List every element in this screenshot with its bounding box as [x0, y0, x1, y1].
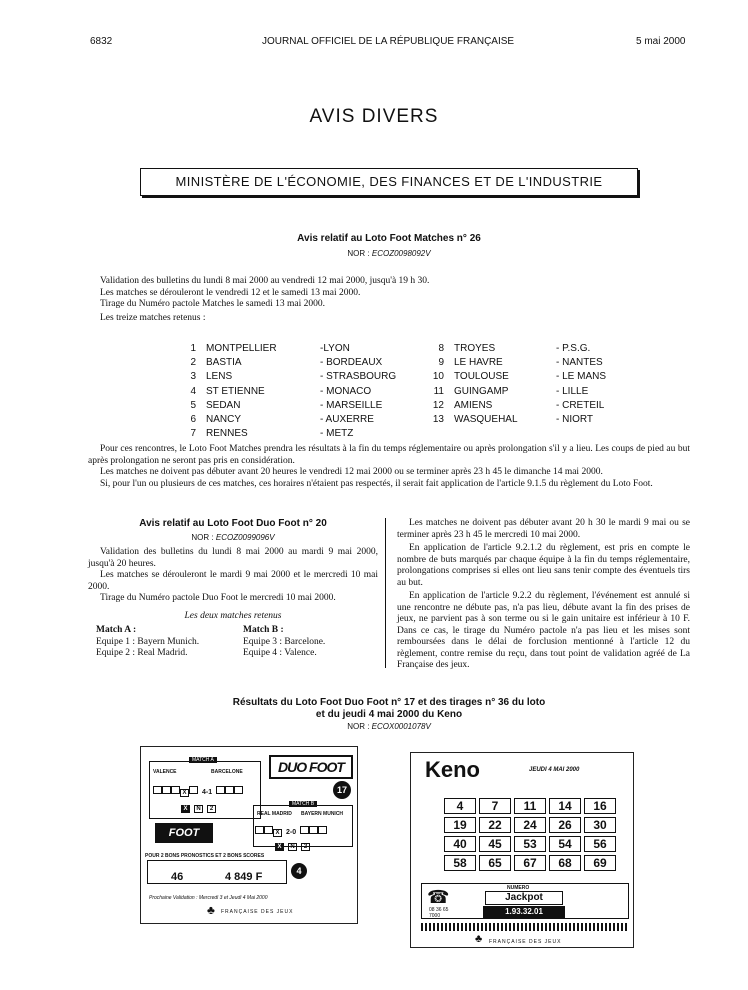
match-row: [182, 343, 616, 355]
resultats-nor-label: NOR :: [347, 722, 370, 731]
avis1-heading: Avis relatif au Loto Foot Matches n° 26: [297, 233, 481, 244]
match-row: [182, 386, 616, 398]
match-home: RENNES: [206, 428, 248, 440]
score-a: 4-1: [202, 789, 213, 796]
team-a1: VALENCE: [153, 769, 177, 775]
ministry-banner: MINISTÈRE DE L'ÉCONOMIE, DES FINANCES ET DE L'INDUSTRIE: [140, 168, 638, 196]
gain-box: [147, 860, 287, 884]
avis2-retenus: Les deux matches retenus: [184, 611, 282, 621]
keno-number: 16: [584, 798, 616, 814]
avis1-para1: Pour ces rencontres, le Loto Foot Matches prendra les résultats à la fin du temps réglementaire ou après prolongation s'il y a lieu. Les coups de pied au but après prolongation ne seront pas pris en considération.: [88, 444, 690, 466]
match-row: [182, 414, 616, 426]
team-b2: BAYERN MUNICH: [301, 811, 344, 817]
round-number-badge: 17: [333, 781, 351, 799]
match-away: - P.S.G.: [556, 343, 591, 354]
match-away: - NANTES: [556, 357, 603, 369]
resultats-heading-1: Résultats du Loto Foot Duo Foot n° 17 et des tirages n° 36 du loto: [232, 697, 546, 708]
keno-number: 65: [479, 855, 511, 871]
match-b-grid: X 2-0: [255, 821, 327, 839]
foot-logo: FOOT: [155, 823, 213, 843]
avis1-deroulement: Les matches se dérouleront le vendredi 12 et le samedi 13 mai 2000.: [100, 287, 361, 298]
avis1-para3: Si, pour l'un ou plusieurs de ces matches, ces horaires n'étaient pas respectés, il serait fait application de l'article 9.1.5 du règlement du Loto Foot.: [100, 478, 653, 489]
match-away: - METZ: [320, 428, 354, 440]
match-home: TROYES: [454, 343, 496, 354]
match-n: 8: [438, 343, 444, 354]
avis2-nor-label: NOR :: [191, 533, 214, 542]
match-empty-cell: [556, 428, 616, 440]
keno-number: 30: [584, 817, 616, 833]
keno-number: 19: [444, 817, 476, 833]
match-away: - NIORT: [556, 414, 594, 426]
pactole-badge: 4: [291, 863, 307, 879]
clover-icon: ♣: [207, 903, 215, 917]
avis2-left-text: [88, 547, 378, 605]
keno-number: 68: [549, 855, 581, 871]
keno-number: 4: [444, 798, 476, 814]
avis2-nor: [88, 533, 378, 542]
keno-row: [444, 855, 616, 871]
match-a-label: Match A :: [96, 625, 137, 635]
duo-brand: FRANÇAISE DES JEUX: [221, 909, 294, 915]
avis1-nor-code: ECOZ0098092V: [371, 249, 431, 258]
match-home: TOULOUSE: [454, 371, 509, 383]
match-n: 10: [432, 371, 444, 383]
next-validation: Prochaine Validation : Mercredi 3 et Jeudi 4 Mai 2000: [149, 895, 268, 901]
match-empty-cell: [454, 428, 554, 440]
resultats-heading-2: et du jeudi 4 mai 2000 du Keno: [315, 709, 463, 720]
equipe3: Equipe 3 : Barcelone.: [243, 636, 326, 647]
avis2-right1: Les matches ne doivent pas débuter avant 20 h 30 le mardi 9 mai ou se terminer après 23 h 45 le mercredi 10 mai 2000.: [397, 518, 690, 540]
match-away: - AUXERRE: [320, 414, 374, 426]
column-divider: [385, 518, 386, 668]
match-home: GUINGAMP: [454, 385, 509, 397]
match-n: 4: [190, 385, 196, 397]
match-home: MONTPELLIER: [206, 343, 277, 354]
keno-number: 58: [444, 855, 476, 871]
avis1-nor-label: NOR :: [347, 249, 370, 258]
match-away: - LILLE: [556, 385, 589, 397]
match-home: SEDAN: [206, 399, 241, 411]
keno-number: 11: [514, 798, 546, 814]
resultats-nor: [140, 722, 638, 731]
keno-row: [444, 798, 616, 814]
keno-date: JEUDI 4 MAI 2000: [529, 767, 580, 773]
winners-count: 46: [171, 871, 184, 883]
keno-number-grid: [441, 795, 619, 874]
avis2-validation: Validation des bulletins du lundi 8 mai 2000 au mardi 9 mai 2000, jusqu'à 20 heures.: [88, 547, 378, 569]
score-b: 2-0: [286, 829, 297, 836]
match-n: 13: [432, 414, 444, 426]
avis2-right3: En application de l'article 9.2.2 du règlement, l'événement est annulé si une rencontre ne débute pas, n'a pas lieu, débute avant la fin des prises de jeux, ne parvient pas à son terme ou si le gain unitaire est inférieur à 10 F. Dans ce cas, le tirage du Numéro pactole n'a pas lieu et les mises sont remboursées dans le délai de forclusion mentionné à l'article 12 du règlement, contre remise du reçu, dans tout point de validation agréé de La Française des jeux.: [397, 591, 690, 670]
avis2-right2: En application de l'article 9.2.1.2 du règlement, est pris en compte le nombre de buts marqués par chaque équipe à la fin du temps réglementaire, prolongations comprises si elles ont lieu sans tenir compte des éventuels tirs au but.: [397, 543, 690, 588]
match-away: - CRETEIL: [556, 399, 605, 411]
match-away: - STRASBOURG: [320, 371, 397, 383]
keno-row: [444, 836, 616, 852]
keno-barcode-strip: [421, 923, 629, 931]
phone-icon: ☎: [427, 887, 450, 907]
jackpot-logo: Jackpot: [485, 891, 563, 905]
equipe1: Equipe 1 : Bayern Munich.: [96, 636, 200, 647]
match-n: 12: [432, 399, 444, 411]
match-a-tag: MATCH A: [189, 757, 217, 763]
keno-brand: FRANÇAISE DES JEUX: [489, 939, 562, 945]
match-home: LE HAVRE: [454, 357, 503, 369]
avis1-intro-block: [100, 276, 690, 324]
avis2-right-text: [397, 518, 690, 672]
match-a-grid: X 4-1: [153, 781, 243, 799]
matches-table: [180, 341, 618, 442]
keno-number: 14: [549, 798, 581, 814]
match-n: 9: [438, 357, 444, 369]
keno-number: 45: [479, 836, 511, 852]
avis1-intro: Les treize matches retenus :: [100, 312, 206, 323]
keno-number: 7: [479, 798, 511, 814]
team-a2: BARCELONE: [211, 769, 243, 775]
match-away: -LYON: [320, 343, 350, 354]
match-home: NANCY: [206, 414, 242, 426]
match-n: 11: [433, 385, 444, 397]
match-n: 6: [190, 414, 196, 426]
match-away: - MARSEILLE: [320, 399, 383, 411]
match-n: 1: [190, 343, 196, 354]
avis1-para2: Les matches ne doivent pas débuter avant 20 heures le vendredi 12 mai 2000 ou se terminer après 23 h 45 le dimanche 14 mai 2000.: [100, 467, 603, 477]
match-n: 2: [190, 357, 196, 369]
gain-amount: 4 849 F: [225, 871, 263, 883]
duo-foot-ticket: [140, 746, 358, 924]
match-away: - BORDEAUX: [320, 357, 383, 369]
avis2-deroulement: Les matches se dérouleront le mardi 9 mai 2000 et le mercredi 10 mai 2000.: [88, 570, 378, 592]
keno-number: 22: [479, 817, 511, 833]
match-away: - MONACO: [320, 385, 372, 397]
equipe4: Equipe 4 : Valence.: [243, 648, 317, 658]
match-b-result-boxes: X N 2: [275, 835, 310, 853]
team-b1: REAL MADRID: [257, 811, 292, 817]
keno-number: 54: [549, 836, 581, 852]
keno-clover-icon: ♣: [475, 933, 483, 945]
keno-number: 40: [444, 836, 476, 852]
match-n: 3: [190, 371, 196, 383]
match-a-result-boxes: X N 2: [181, 797, 216, 815]
page-number: 6832: [90, 36, 113, 47]
avis2-nor-code: ECOZ0099096V: [215, 533, 275, 542]
keno-phone: 08 36 65 7000: [429, 907, 449, 919]
match-row: [182, 428, 616, 440]
match-home: LENS: [206, 371, 233, 383]
jackpot-code: 1.93.32.01: [483, 906, 565, 918]
page-title: AVIS DIVERS: [309, 106, 439, 127]
match-home: ST ETIENNE: [206, 385, 265, 397]
keno-number: 69: [584, 855, 616, 871]
keno-logo: Keno: [425, 757, 480, 782]
combo-text: POUR 2 BONS PRONOSTICS ET 2 BONS SCORES: [145, 853, 265, 859]
match-away: - LE MANS: [556, 371, 607, 383]
match-b-label: Match B :: [243, 625, 284, 635]
avis2-match-b: [243, 625, 383, 660]
duo-foot-logo: DUO FOOT: [269, 755, 353, 779]
numero-label: NUMERO: [507, 885, 530, 891]
keno-number: 53: [514, 836, 546, 852]
match-b-tag: MATCH B: [289, 801, 317, 807]
match-row: [182, 357, 616, 369]
keno-number: 24: [514, 817, 546, 833]
avis1-validation: Validation des bulletins du lundi 8 mai 2000 au vendredi 12 mai 2000, jusqu'à 19 h 30.: [100, 276, 430, 286]
resultats-nor-code: ECOX0001078V: [371, 722, 431, 731]
equipe2: Equipe 2 : Real Madrid.: [96, 648, 188, 658]
keno-ticket: [410, 752, 634, 948]
avis1-nor: [140, 249, 638, 258]
match-n: 5: [190, 399, 196, 411]
issue-date: 5 mai 2000: [636, 36, 686, 47]
match-n: 7: [190, 428, 196, 440]
avis2-match-a: [96, 625, 236, 660]
avis1-paragraphs: [88, 444, 690, 490]
keno-number: 56: [584, 836, 616, 852]
keno-row: [444, 817, 616, 833]
avis2-tirage: Tirage du Numéro pactole Duo Foot le mercredi 10 mai 2000.: [100, 593, 336, 603]
match-home: BASTIA: [206, 357, 242, 369]
match-home: AMIENS: [454, 399, 493, 411]
avis2-heading: Avis relatif au Loto Foot Duo Foot n° 20: [139, 518, 327, 529]
match-row: [182, 400, 616, 412]
keno-number: 67: [514, 855, 546, 871]
journal-title: JOURNAL OFFICIEL DE LA RÉPUBLIQUE FRANÇAISE: [262, 36, 515, 47]
match-row: [182, 371, 616, 383]
avis1-tirage: Tirage du Numéro pactole Matches le samedi 13 mai 2000.: [100, 299, 325, 309]
match-empty-cell: [430, 428, 452, 440]
keno-number: 26: [549, 817, 581, 833]
match-home: WASQUEHAL: [454, 414, 518, 426]
